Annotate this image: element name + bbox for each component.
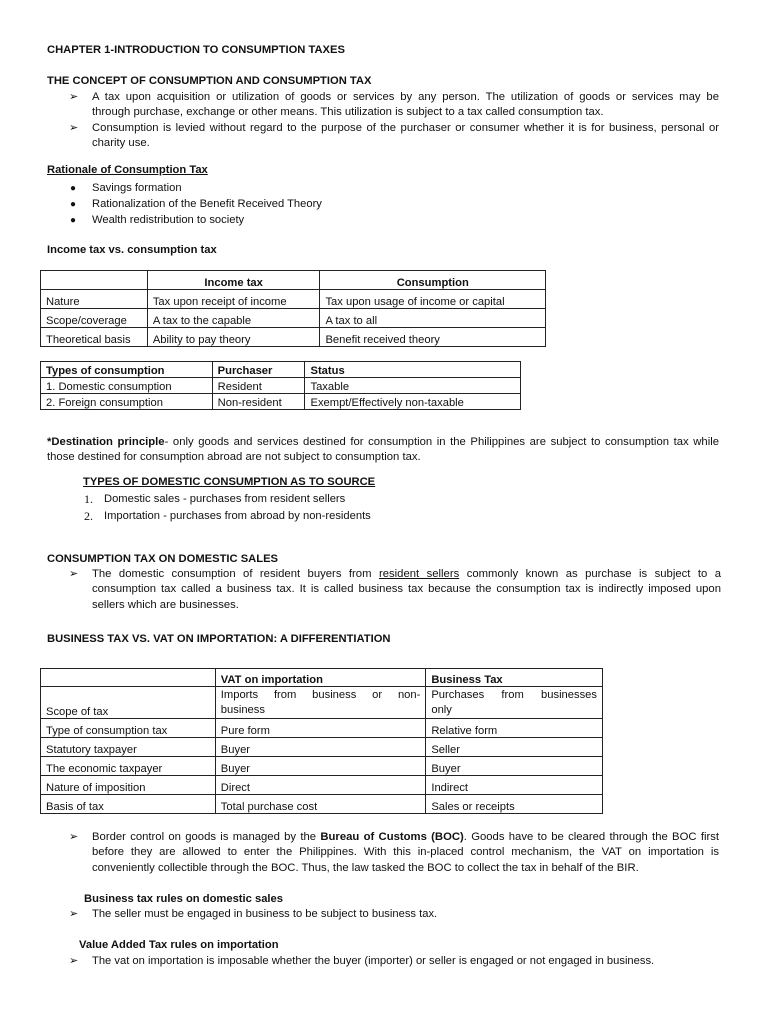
table-header-row: [41, 271, 546, 290]
border-text: Border control on goods is managed by the: [92, 831, 317, 843]
concept-bullet-1-line-2: through purchase, exchange or other means. This utilization is subject to a tax called consumption tax.: [92, 106, 604, 119]
list-number: 1.: [84, 492, 93, 506]
vat-rules-bullet: The vat on importation is imposable whether the buyer (importer) or seller is engaged or not engaged in business.: [92, 955, 655, 967]
table-cell: 1. Domestic consumption: [41, 378, 213, 394]
chapter-title: CHAPTER 1-INTRODUCTION TO CONSUMPTION TAXES: [47, 44, 345, 56]
table-row: [41, 687, 603, 719]
concept-bullet-1: [92, 90, 719, 121]
table-cell: 2. Foreign consumption: [41, 394, 213, 410]
arrow-bullet-icon: ➢: [69, 91, 79, 103]
arrow-bullet-icon: ➢: [69, 908, 79, 920]
list-item: Domestic sales - purchases from resident sellers: [104, 493, 346, 505]
table-row: [41, 290, 546, 309]
border-control-paragraph: [92, 830, 719, 876]
table-header-cell: Purchaser: [212, 362, 305, 378]
border-text: . Goods have to be cleared through the BOC first: [463, 831, 720, 843]
table-header-cell: Business Tax: [426, 669, 603, 687]
table-header-cell: Consumption: [320, 271, 546, 290]
domestic-types-heading: TYPES OF DOMESTIC CONSUMPTION AS TO SOURCE: [83, 476, 376, 488]
table-cell: Ability to pay theory: [147, 328, 320, 347]
list-item: Importation - purchases from abroad by non-residents: [104, 510, 371, 522]
table-row: [41, 795, 603, 814]
scope-bt-line-1: Purchases from businesses: [431, 689, 597, 701]
arrow-bullet-icon: ➢: [69, 831, 79, 843]
table-cell: Type of consumption tax: [41, 719, 216, 738]
table-header-cell: Income tax: [147, 271, 320, 290]
round-bullet-icon: ●: [70, 183, 77, 194]
concept-bullet-2-line-2: charity use.: [92, 137, 150, 150]
domestic-sales-text: The domestic consumption of resident buyers from: [92, 568, 372, 580]
round-bullet-icon: ●: [70, 215, 77, 226]
table-cell: The economic taxpayer: [41, 757, 216, 776]
table-cell: Buyer: [215, 738, 426, 757]
domestic-sales-line-2: consumption tax called a business tax. It is called business tax because the consumption tax is indirectly imposed upon: [92, 583, 721, 596]
income-vs-consumption-table: [40, 270, 546, 347]
differentiation-heading: BUSINESS TAX VS. VAT ON IMPORTATION: A DIFFERENTIATION: [47, 633, 391, 645]
table-header-cell: VAT on importation: [215, 669, 426, 687]
table-cell: Resident: [212, 378, 305, 394]
table-cell: Scope/coverage: [41, 309, 148, 328]
table-cell: Pure form: [215, 719, 426, 738]
table-cell: A tax to the capable: [147, 309, 320, 328]
table-cell: Basis of tax: [41, 795, 216, 814]
table-cell: Exempt/Effectively non-taxable: [305, 394, 521, 410]
table-row: [41, 378, 521, 394]
table-cell: Benefit received theory: [320, 328, 546, 347]
concept-bullet-2-line-1: Consumption is levied without regard to the purpose of the purchaser or consumer whether it is for business, personal or: [92, 122, 719, 134]
differentiation-table: [40, 668, 603, 814]
table-cell: Buyer: [215, 757, 426, 776]
arrow-bullet-icon: ➢: [69, 955, 79, 967]
table-cell: Tax upon receipt of income: [147, 290, 320, 309]
income-vs-consumption-heading: Income tax vs. consumption tax: [47, 244, 217, 256]
table-header-cell: Types of consumption: [41, 362, 213, 378]
table-header-row: [41, 669, 603, 687]
arrow-bullet-icon: ➢: [69, 568, 79, 580]
concept-bullet-2: [92, 121, 719, 152]
table-cell: Total purchase cost: [215, 795, 426, 814]
concept-bullet-1-line-1: A tax upon acquisition or utilization of goods or services by any person. The utilization of goods or services may be: [92, 91, 719, 103]
table-cell: Direct: [215, 776, 426, 795]
table-cell: Taxable: [305, 378, 521, 394]
table-row: [41, 776, 603, 795]
rationale-item: Savings formation: [92, 182, 182, 194]
table-cell: [426, 687, 603, 719]
table-header-cell: [41, 669, 216, 687]
types-of-consumption-table: [40, 361, 521, 410]
domestic-sales-paragraph: [92, 567, 721, 613]
table-cell: [215, 687, 426, 719]
table-cell: Nature: [41, 290, 148, 309]
table-cell: Relative form: [426, 719, 603, 738]
table-cell: Nature of imposition: [41, 776, 216, 795]
table-header-cell: [41, 271, 148, 290]
table-header-cell: Status: [305, 362, 521, 378]
scope-vat-line-1: Imports from business or non-: [220, 689, 421, 701]
table-header-row: [41, 362, 521, 378]
rationale-item: Rationalization of the Benefit Received Theory: [92, 198, 322, 210]
domestic-sales-heading: CONSUMPTION TAX ON DOMESTIC SALES: [47, 553, 279, 565]
scope-bt-line-2: only: [431, 704, 452, 716]
table-row: [41, 719, 603, 738]
table-cell: Tax upon usage of income or capital: [320, 290, 546, 309]
table-cell: Theoretical basis: [41, 328, 148, 347]
domestic-sales-text: commonly known as purchase is subject to a: [466, 568, 722, 580]
table-cell: Seller: [426, 738, 603, 757]
table-cell: Scope of tax: [41, 687, 216, 719]
table-row: [41, 738, 603, 757]
table-cell: Non-resident: [212, 394, 305, 410]
rationale-heading: Rationale of Consumption Tax: [47, 164, 208, 176]
vat-rules-heading: Value Added Tax rules on importation: [79, 939, 279, 951]
destination-line-2: those destined for consumption abroad are not subject to consumption tax.: [47, 451, 421, 464]
scope-vat-line-2: business: [220, 704, 265, 716]
border-line-2: before they are allowed to enter the Philippines. With this in-placed control mechanism, the VAT on importation is: [92, 846, 719, 859]
table-cell: Statutory taxpayer: [41, 738, 216, 757]
table-row: [41, 394, 521, 410]
destination-text: - only goods and services destined for consumption in the Philippines are subject to consumption tax while: [164, 436, 719, 448]
table-row: [41, 757, 603, 776]
table-cell: Indirect: [426, 776, 603, 795]
rationale-item: Wealth redistribution to society: [92, 214, 245, 226]
business-rules-heading: Business tax rules on domestic sales: [84, 893, 283, 905]
table-row: [41, 328, 546, 347]
table-row: [41, 309, 546, 328]
domestic-sales-line-3: sellers which are businesses.: [92, 598, 239, 611]
round-bullet-icon: ●: [70, 199, 77, 210]
table-cell: A tax to all: [320, 309, 546, 328]
concept-heading: THE CONCEPT OF CONSUMPTION AND CONSUMPTION TAX: [47, 75, 372, 87]
destination-principle: [47, 435, 719, 466]
business-rules-bullet: The seller must be engaged in business to be subject to business tax.: [92, 908, 438, 920]
table-cell: Buyer: [426, 757, 603, 776]
resident-sellers-underlined: resident sellers: [378, 568, 460, 580]
arrow-bullet-icon: ➢: [69, 122, 79, 134]
destination-label: *Destination principle: [47, 436, 165, 448]
boc-bold: Bureau of Customs (BOC): [320, 831, 464, 843]
list-number: 2.: [84, 509, 93, 523]
border-line-3: conveniently collectible through the BOC. Thus, the law tasked the BOC to collect the tax in behalf of the BIR.: [92, 861, 639, 874]
table-cell: Sales or receipts: [426, 795, 603, 814]
